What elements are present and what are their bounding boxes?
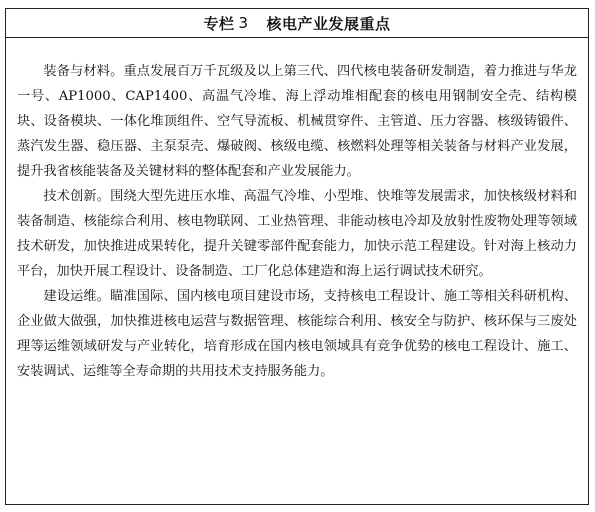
column-title-number: 3 [238,14,249,32]
column-box [5,8,589,505]
column-title-text: 核电产业发展重点 [266,14,391,33]
paragraph-equipment-materials: 装备与材料。重点发展百万千瓦级及以上第三代、四代核电装备研发制造，着力推进与华龙一号、AP1000、CAP1400、高温气冷堆、海上浮动堆相配套的核电用钢制安全壳、结构模块、设备模块、一体化堆顶组件、空气导流板、机械贯穿件、主管道、压力容器、核级铸锻件、蒸汽发生器、稳压器、主泵泵壳、爆破阀、核级电缆、核燃料处理等相关装备与材料产业发展，提升我省核能装备及关键材料的整体配套和产业发展能力。 [17,64,577,179]
column-content [6,38,588,384]
paragraph-tech-innovation: 技术创新。围绕大型先进压水堆、高温气冷堆、小型堆、快堆等发展需求，加快核级材料和装备制造、核能综合利用、核电物联网、工业热管理、非能动核电冷却及放射性废物处理等领域技术研发，加快推进成果转化，提升关键零部件配套能力，加快示范工程建设。针对海上核动力平台，加快开展工程设计、设备制造、工厂化总体建造和海上运行调试技术研究。 [17,189,577,279]
column-title [6,9,588,38]
paragraph-construction-operation: 建设运维。瞄准国际、国内核电项目建设市场，支持核电工程设计、施工等相关科研机构、企业做大做强，加快推进核电运营与数据管理、核能综合利用、核安全与防护、核环保与三废处理等运维领域研发与产业转化，培育形成在国内核电领域具有竞争优势的核电工程设计、施工、安装调试、运维等全寿命期的共用技术支持服务能力。 [17,289,577,379]
column-title-prefix: 专栏 [203,14,235,33]
